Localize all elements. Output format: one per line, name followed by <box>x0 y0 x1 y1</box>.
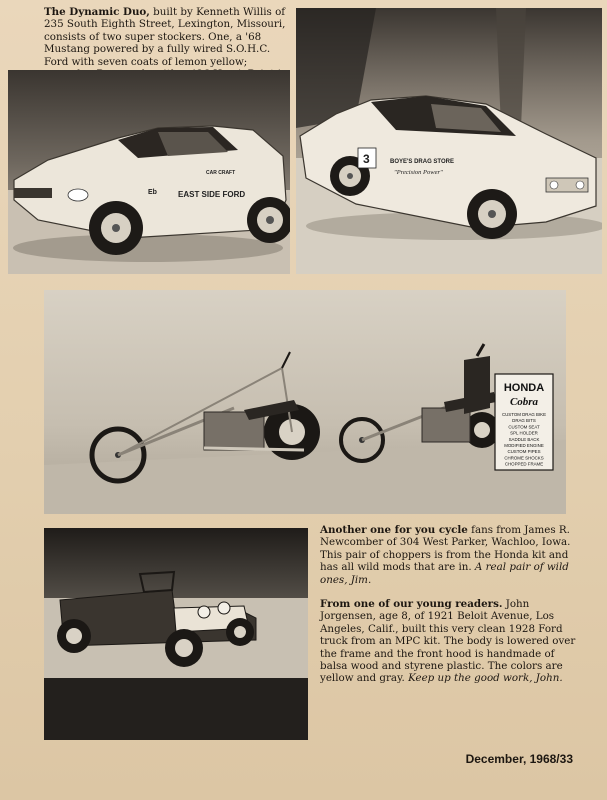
barracuda-door-line1: BOYE'S DRAG STORE <box>390 159 454 165</box>
page-footer: December, 1968/33 <box>465 752 573 766</box>
sign-line: CHROME SHOCKS <box>504 455 544 461</box>
caption-young-reader <box>320 598 576 685</box>
sign-line: CUSTOM PIPES <box>507 449 541 455</box>
caption-lead: From one of our young readers. <box>320 598 503 610</box>
caption-lead: The Dynamic Duo, <box>44 6 150 18</box>
mustang-door-text: EAST SIDE FORD <box>178 190 246 199</box>
caption-cycle <box>320 524 572 586</box>
photo-ford-truck <box>44 528 308 740</box>
honda-sign <box>495 374 553 470</box>
sign-line: MODIFIED ENGINE <box>504 443 544 448</box>
sign-line: SPL HOLDER <box>510 430 538 436</box>
caption-italic: A real pair of wild ones, Jim. <box>320 561 569 586</box>
barracuda-number: 3 <box>363 152 370 166</box>
sign-line: CUSTOM SEAT <box>508 424 540 430</box>
caption-body: built by Kenneth Willis of 235 South Eighth Street, Lexington, Missouri, consists of two super stockers. One, a '68 Mustang powered by a fully wired S.O.H.C. Ford with seven coats of lemon yellow; <box>44 6 286 68</box>
photo-choppers <box>44 290 566 514</box>
photo-mustang <box>8 70 290 274</box>
caption-body: fans from James R. Newcomber of 304 West Parker, Wachloo, Iowa. This pair of choppers is from the Honda kit and has all wild mods that are in. <box>320 524 571 574</box>
caption-body: John Jorgensen, age 8, of 1921 Beloit Avenue, Los Angeles, Calif., built this very clean 1928 Ford truck from an MPC kit. The body is lowered over the frame and the front hood is handmade of balsa wood and styrene plastic. The colors are yellow and gray. <box>320 598 576 685</box>
caption-lead: Another one for you cycle <box>320 524 468 536</box>
sign-line: SADDLE BACK <box>508 436 540 442</box>
barracuda-door-line2: "Precision Power" <box>394 169 443 176</box>
sign-subtitle: Cobra <box>509 396 539 408</box>
sign-line: CHOPPED FRAME <box>504 461 544 467</box>
caption-italic: Keep up the good work, John. <box>408 672 563 685</box>
photo-barracuda <box>296 8 602 274</box>
mustang-decal-text: CAR CRAFT <box>206 170 236 176</box>
sign-line: DRAG BITS <box>512 418 536 424</box>
sign-line: CUSTOM DRAG BIKE <box>501 412 547 417</box>
sign-title: HONDA <box>503 382 545 394</box>
svg-text:Eb: Eb <box>148 189 157 196</box>
